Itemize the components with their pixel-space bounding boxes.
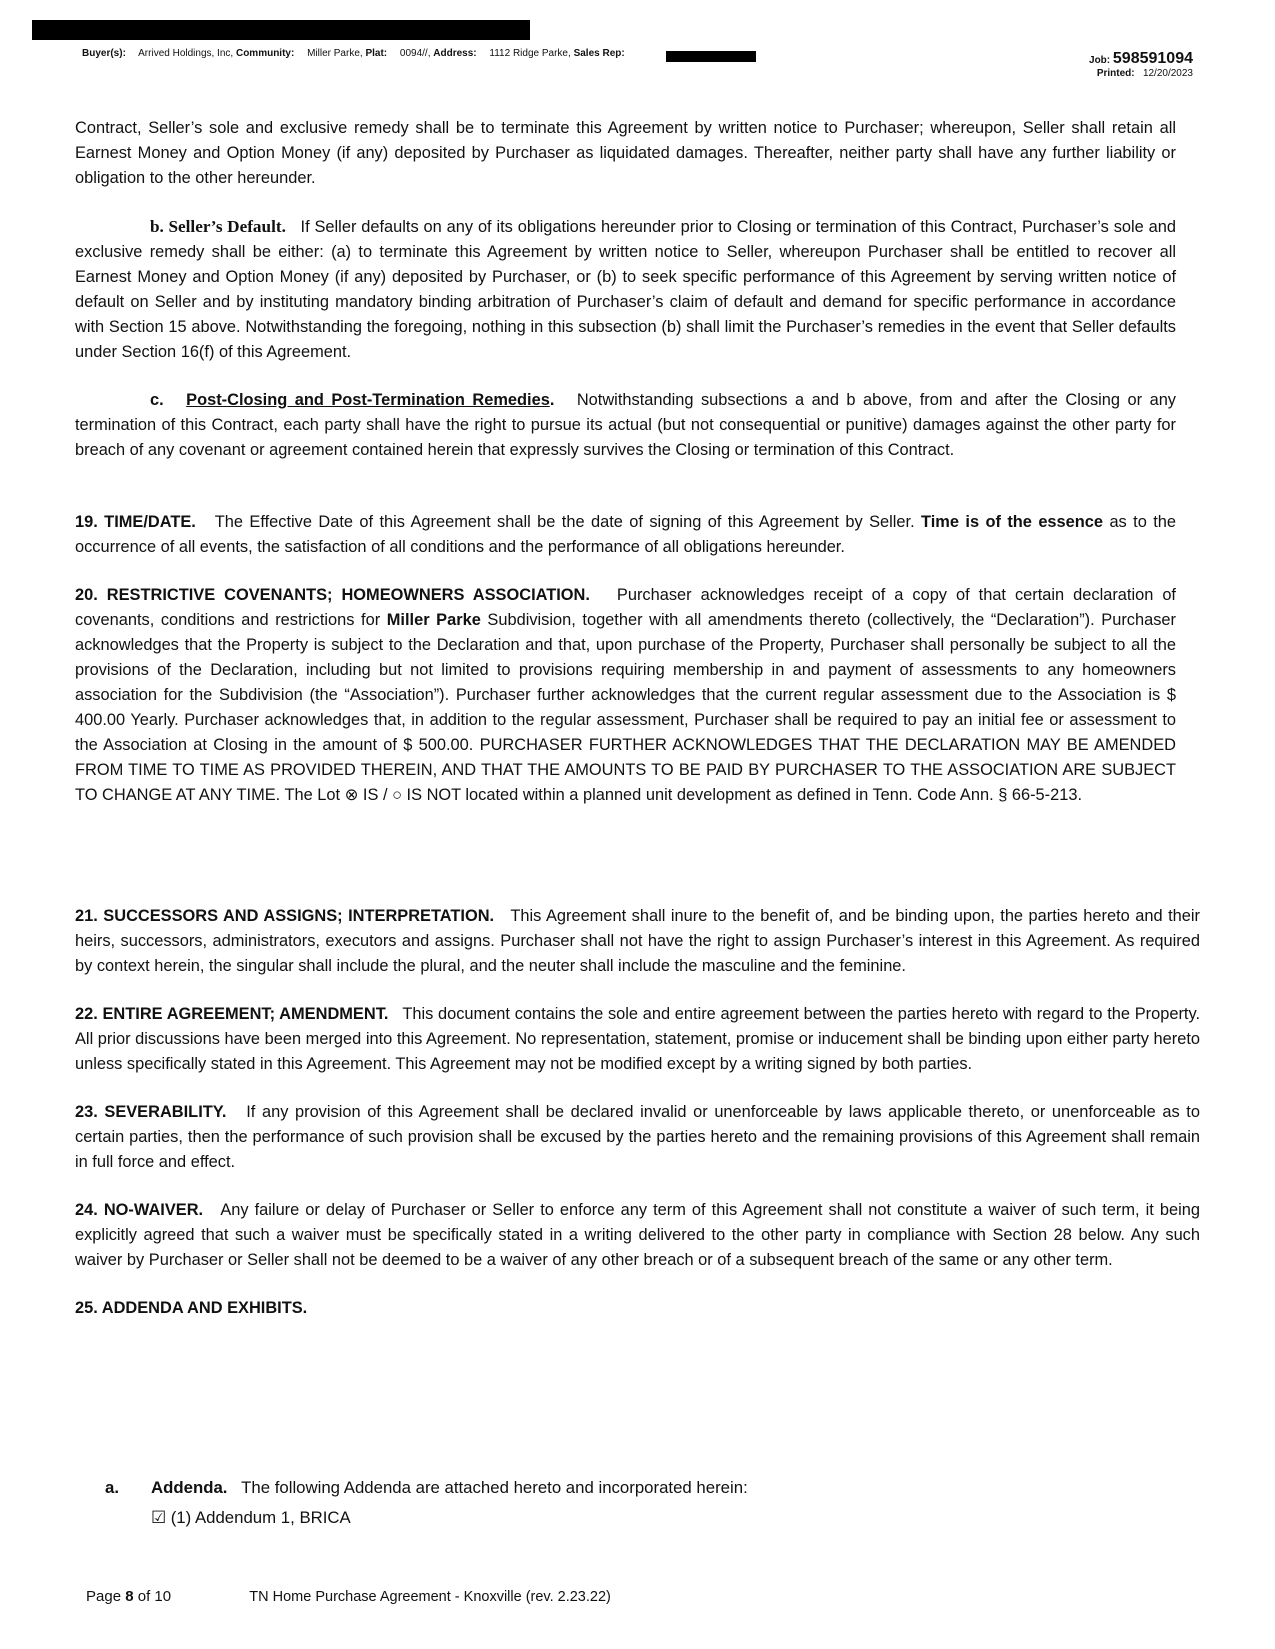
section-23-title: 23. SEVERABILITY. — [75, 1103, 227, 1121]
paragraph-seller-default — [75, 214, 1176, 365]
addenda-title: Addenda. — [151, 1478, 228, 1497]
job-number: 598591094 — [1112, 50, 1193, 67]
addenda-label: a. — [105, 1478, 119, 1497]
section-20-text-a: Purchaser acknowledges receipt of a copy of that certain declaration of covenants, conditions and restrictions for — [75, 586, 1176, 629]
section-19 — [75, 510, 1176, 560]
section-24-title: 24. NO-WAIVER. — [75, 1201, 204, 1219]
section-20-text-b: Subdivision, together with all amendments thereto (collectively, the “Declaration”). Purchaser acknowledges that the Property is subject to the Declaration and that, upon purchase of the Property, Purchaser shall personally be subject to all the provisions of the Declaration, including but not limited to provisions requiring membership in and payment of assessments to any homeowners association for the Subdivision (the “Association”). Purchaser further acknowledges that the current regular assessment due to the Association is $ 400.00 Yearly. Purchaser acknowledges that, in addition to the regular assessment, Purchaser shall be required to pay an initial fee or assessment to the Association at Closing in the amount of $ 500.00. PURCHASER FURTHER ACKNOWLEDGES THAT THE DECLARATION MAY BE AMENDED FROM TIME TO TIME AS PROVIDED THEREIN, AND THAT THE AMOUNTS TO BE PAID BY PURCHASER TO THE ASSOCIATION ARE SUBJECT TO CHANGE AT ANY TIME. The Lot ⊗ IS / ○ IS NOT located within a planned unit development as defined in Tenn. Code Ann. § 66-5-213. — [75, 611, 1176, 804]
sales-rep-label: Sales Rep: — [573, 48, 625, 59]
post-closing-label: c. — [150, 391, 164, 409]
section-21-text: This Agreement shall inure to the benefit of, and be binding upon, the parties hereto and their heirs, successors, administrators, executors and assigns. Purchaser shall not have the right to assign Purchaser’s interest in this Agreement. As required by context herein, the singular shall include the plural, and the neuter shall include the masculine and the feminine. — [75, 907, 1201, 975]
seller-default-text: If Seller defaults on any of its obligations hereunder prior to Closing or termination of this Contract, Purchaser’s sole and exclusive remedy shall be either: (a) to terminate this Agreement by written notice to Seller, whereupon Purchaser shall be entitled to recover all Earnest Money and Option Money (if any) deposited by Purchaser, or (b) to seek specific performance of this Agreement by serving written notice of default on Seller and by instituting mandatory binding arbitration of Purchaser’s claim of default and demand for specific performance in accordance with Section 15 above. Notwithstanding the foregoing, nothing in this subsection (b) shall limit the Purchaser’s remedies in the event that Seller defaults under Section 16(f) of this Agreement. — [75, 218, 1176, 361]
community-value: Miller Parke, — [307, 48, 363, 59]
section-19-title: 19. TIME/DATE. — [75, 513, 196, 531]
section-19-bold: Time is of the essence — [921, 513, 1104, 531]
page-footer — [86, 1588, 611, 1605]
header-redaction-bar — [32, 20, 530, 40]
sales-rep-redaction-bar — [666, 51, 756, 62]
section-23-text: If any provision of this Agreement shall be declared invalid or unenforceable by laws applicable thereto, or unenforceable as to certain parties, then the performance of such provision shall be excused by the parties hereto and the remaining provisions of this Agreement shall remain in full force and effect. — [75, 1103, 1200, 1171]
section-21-title: 21. SUCCESSORS AND ASSIGNS; INTERPRETATION. — [75, 907, 495, 925]
section-22 — [75, 1002, 1200, 1077]
section-23 — [75, 1100, 1200, 1175]
section-25-title: 25. ADDENDA AND EXHIBITS. — [75, 1299, 308, 1317]
addenda-item-1 — [105, 1503, 748, 1533]
community-label: Community: — [235, 48, 295, 59]
document-title: TN Home Purchase Agreement - Knoxville (rev. 2.23.22) — [249, 1589, 611, 1605]
addenda-text: The following Addenda are attached hereto and incorporated herein: — [241, 1478, 748, 1497]
addenda-line — [105, 1473, 748, 1503]
page-total: of 10 — [137, 1588, 172, 1605]
buyer-value: Arrived Holdings, Inc, — [138, 48, 234, 59]
paragraph-seller-remedy: Contract, Seller’s sole and exclusive remedy shall be to terminate this Agreement by written notice to Purchaser; whereupon, Seller shall retain all Earnest Money and Option Money (if any) deposited by Purchaser as liquidated damages. Thereafter, neither party shall have any further liability or obligation to the other hereunder. — [75, 119, 1176, 187]
page-prefix: Page — [86, 1588, 122, 1605]
section-19-text-a: The Effective Date of this Agreement shall be the date of signing of this Agreement by Seller. — [214, 513, 915, 531]
printed-date: 12/20/2023 — [1142, 68, 1193, 79]
section-22-title: 22. ENTIRE AGREEMENT; AMENDMENT. — [75, 1005, 389, 1023]
section-21 — [75, 904, 1200, 979]
document-body-lower — [75, 904, 1200, 1321]
printed-label: Printed: — [1096, 68, 1135, 79]
page-number: 8 — [125, 1588, 134, 1605]
job-label: Job: — [1089, 55, 1111, 66]
post-closing-text: Notwithstanding subsections a and b above, from and after the Closing or any termination of this Contract, each party shall have the right to pursue its actual (but not consequential or punitive) damages against the other party for breach of any covenant or agreement contained herein that expressly survives the Closing or termination of this Contract. — [75, 391, 1177, 459]
section-22-text: This document contains the sole and entire agreement between the parties hereto with regard to the Property. All prior discussions have been merged into this Agreement. No representation, statement, promise or inducement shall be binding upon either party hereto unless specifically stated in this Agreement. This Agreement may not be modified except by a writing signed by both parties. — [75, 1005, 1200, 1073]
section-20-subdivision: Miller Parke — [386, 611, 481, 629]
addenda-item-1-text: ☑ (1) Addendum 1, BRICA — [151, 1508, 351, 1527]
plat-label: Plat: — [365, 48, 388, 59]
seller-default-heading: b. Seller’s Default. — [150, 217, 286, 236]
plat-value: 0094//, — [399, 48, 431, 59]
document-body — [75, 116, 1176, 808]
section-20 — [75, 583, 1176, 808]
addenda-block — [105, 1473, 748, 1533]
header-info-line — [82, 48, 625, 59]
address-label: Address: — [433, 48, 477, 59]
section-24-text: Any failure or delay of Purchaser or Seller to enforce any term of this Agreement shall not constitute a waiver of such term, it being explicitly agreed that such a waiver must be specifically stated in a writing delivered to the other party in compliance with Section 28 below. Any such waiver by Purchaser or Seller shall not be deemed to be a waiver of any other breach or of a subsequent breach of the same or any other term. — [75, 1201, 1200, 1269]
section-24 — [75, 1198, 1200, 1273]
section-20-title: 20. RESTRICTIVE COVENANTS; HOMEOWNERS ASSOCIATION. — [75, 586, 590, 604]
buyer-label: Buyer(s): — [82, 48, 126, 59]
post-closing-heading: Post-Closing and Post-Termination Remedies — [186, 391, 550, 409]
paragraph-post-closing: c. Post-Closing and Post-Termination Remedies. Notwithstanding subsections a and b above, from and after the Closing or any termination of this Contract, each party shall have the right to pursue its actual (but not consequential or punitive) damages against the other party for breach of any covenant or agreement contained herein that expressly survives the Closing or termination of this Contract. — [75, 391, 1177, 459]
section-25-heading — [75, 1296, 1200, 1321]
section-19-text-b: as to the occurrence of all events, the satisfaction of all conditions and the performance of all obligations hereunder. — [75, 513, 1177, 556]
address-value: 1112 Ridge Parke, — [489, 48, 571, 59]
job-info — [1089, 50, 1193, 79]
